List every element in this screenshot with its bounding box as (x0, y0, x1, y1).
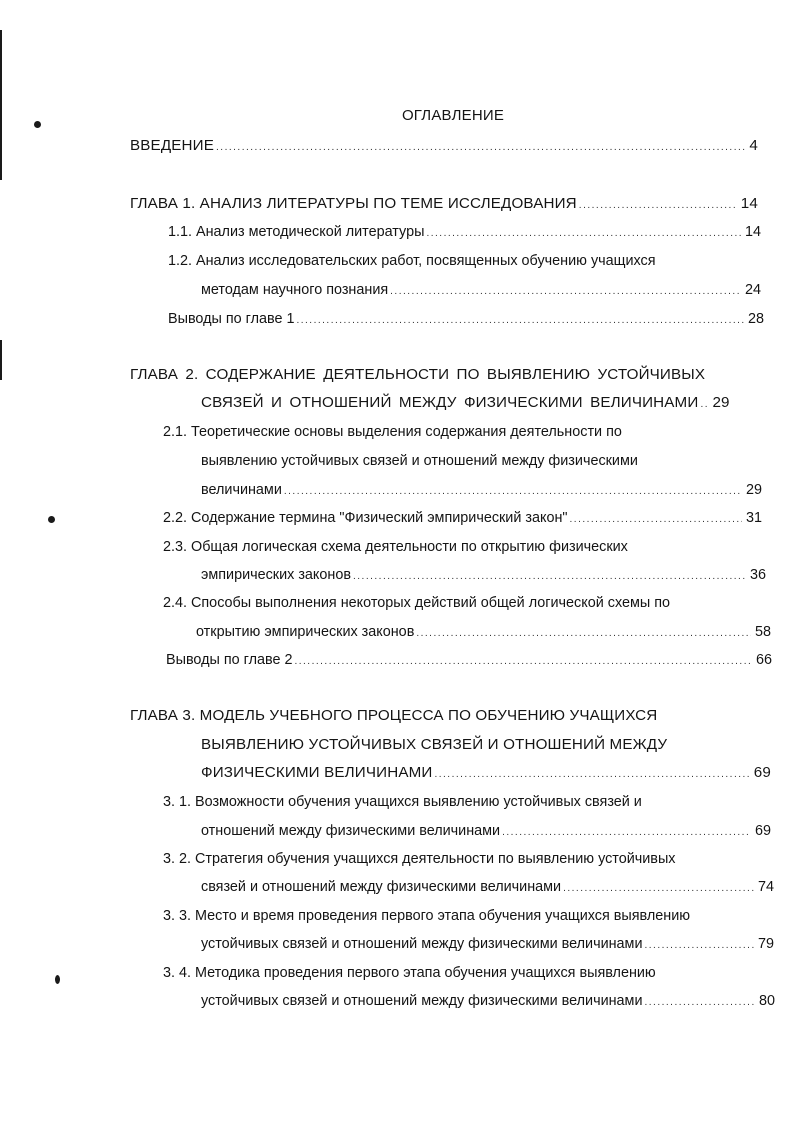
toc-entry-2-1[interactable] (201, 479, 762, 501)
toc-entry-1-2-line1[interactable]: 1.2. Анализ исследовательских работ, посвященных обучению учащихся (168, 253, 656, 269)
toc-entry-2-2[interactable] (163, 507, 762, 529)
scan-edge-mark (0, 340, 2, 380)
dot-leader (296, 310, 744, 332)
toc-entry-2-3-line1[interactable]: 2.3. Общая логическая схема деятельности по открытию физических (163, 539, 628, 555)
toc-entry-3-3[interactable] (201, 933, 774, 955)
toc-entry-label: эмпирических законов (201, 567, 351, 583)
toc-page-number: 66 (755, 652, 772, 668)
toc-entry-label: СВЯЗЕЙ И ОТНОШЕНИЙ МЕЖДУ ФИЗИЧЕСКИМИ ВЕЛИЧИНАМИ (201, 394, 699, 411)
toc-entry-label: устойчивых связей и отношений между физическими величинами (201, 993, 643, 1009)
toc-entry-label: связей и отношений между физическими величинами (201, 879, 562, 895)
toc-entry-3-1-line1[interactable]: 3. 1. Возможности обучения учащихся выявлению устойчивых связей и (163, 794, 642, 810)
toc-page-number: 80 (758, 993, 775, 1009)
toc-page-number: 14 (740, 195, 758, 212)
toc-entry-label: 2.2. Содержание термина "Физический эмпирический закон" (163, 510, 568, 526)
toc-entry-2-1-line2[interactable]: выявлению устойчивых связей и отношений между физическими (201, 453, 638, 469)
toc-entry-label: величинами (201, 482, 282, 498)
toc-page-number: 29 (745, 482, 762, 498)
dot-leader (416, 623, 751, 645)
toc-entry-3-4[interactable] (201, 990, 775, 1012)
toc-entry-chapter-3[interactable] (201, 762, 771, 784)
toc-entry-label: методам научного познания (201, 282, 389, 298)
toc-entry-chapter-1[interactable] (130, 193, 758, 215)
toc-page-number: 29 (712, 394, 730, 411)
toc-entry-conclusions-1[interactable] (168, 308, 764, 330)
toc-entry-chapter-2-line1[interactable]: ГЛАВА 2. СОДЕРЖАНИЕ ДЕЯТЕЛЬНОСТИ ПО ВЫЯВЛЕНИЮ УСТОЙЧИВЫХ (130, 366, 706, 383)
toc-entry-label: ВВЕДЕНИЕ (130, 137, 215, 154)
scan-edge-mark (0, 30, 2, 180)
toc-entry-chapter-3-line2[interactable]: ВЫЯВЛЕНИЮ УСТОЙЧИВЫХ СВЯЗЕЙ И ОТНОШЕНИЙ МЕЖДУ (201, 736, 668, 753)
toc-entry-chapter-2[interactable] (201, 392, 767, 414)
toc-page-number: 4 (749, 137, 758, 154)
toc-page-number: 24 (744, 282, 761, 298)
toc-entry-conclusions-2[interactable] (166, 649, 772, 671)
dot-leader (390, 281, 741, 303)
toc-entry-label: ФИЗИЧЕСКИМИ ВЕЛИЧИНАМИ (201, 764, 433, 781)
dot-leader (284, 481, 742, 503)
toc-entry-3-1[interactable] (201, 820, 771, 842)
toc-entry-2-4[interactable] (196, 621, 771, 643)
dot-leader (353, 566, 746, 588)
toc-page-number: 74 (757, 879, 774, 895)
toc-entry-chapter-3-line1[interactable]: ГЛАВА 3. МОДЕЛЬ УЧЕБНОГО ПРОЦЕССА ПО ОБУЧЕНИЮ УЧАЩИХСЯ (130, 707, 658, 724)
toc-entry-2-4-line1[interactable]: 2.4. Способы выполнения некоторых действий общей логической схемы по (163, 595, 671, 611)
dot-leader (216, 137, 745, 159)
toc-page-number: 58 (754, 624, 771, 640)
toc-entry-label: отношений между физическими величинами (201, 823, 501, 839)
dot-leader (700, 394, 708, 416)
dot-leader (645, 935, 754, 957)
punch-hole-mark (48, 516, 55, 523)
toc-entry-2-1-line1[interactable]: 2.1. Теоретические основы выделения содержания деятельности по (163, 424, 622, 440)
toc-entry-label: Выводы по главе 2 (166, 652, 293, 668)
toc-page-number: 28 (747, 311, 764, 327)
toc-page-number: 36 (749, 567, 766, 583)
dot-leader (294, 651, 752, 673)
toc-entry-label: Выводы по главе 1 (168, 311, 295, 327)
toc-page-number: 31 (745, 510, 762, 526)
toc-entry-label: 1.1. Анализ методической литературы (168, 224, 425, 240)
dot-leader (579, 195, 737, 217)
toc-entry-3-2[interactable] (201, 876, 774, 898)
dot-leader (434, 764, 749, 786)
toc-entry-3-3-line1[interactable]: 3. 3. Место и время проведения первого этапа обучения учащихся выявлению (163, 908, 691, 924)
dot-leader (645, 992, 755, 1014)
toc-entry-3-4-line1[interactable]: 3. 4. Методика проведения первого этапа обучения учащихся выявлению (163, 965, 656, 981)
toc-page-number: 79 (757, 936, 774, 952)
toc-page-number: 14 (744, 224, 761, 240)
toc-entry-3-2-line1[interactable]: 3. 2. Стратегия обучения учащихся деятельности по выявлению устойчивых (163, 851, 676, 867)
dot-leader (502, 822, 751, 844)
punch-hole-mark (55, 975, 60, 984)
toc-page-number: 69 (754, 823, 771, 839)
toc-entry-2-3[interactable] (201, 564, 766, 586)
toc-title: ОГЛАВЛЕНИЕ (401, 107, 505, 124)
toc-entry-1-2[interactable] (201, 279, 761, 301)
toc-page-number: 69 (753, 764, 771, 781)
toc-entry-intro[interactable] (130, 135, 758, 157)
dot-leader (563, 878, 754, 900)
dot-leader (426, 223, 741, 245)
dot-leader (570, 509, 742, 531)
toc-entry-label: ГЛАВА 1. АНАЛИЗ ЛИТЕРАТУРЫ ПО ТЕМЕ ИССЛЕДОВАНИЯ (130, 195, 577, 212)
toc-entry-label: открытию эмпирических законов (196, 624, 415, 640)
toc-entry-label: устойчивых связей и отношений между физическими величинами (201, 936, 643, 952)
toc-entry-1-1[interactable] (168, 221, 761, 243)
